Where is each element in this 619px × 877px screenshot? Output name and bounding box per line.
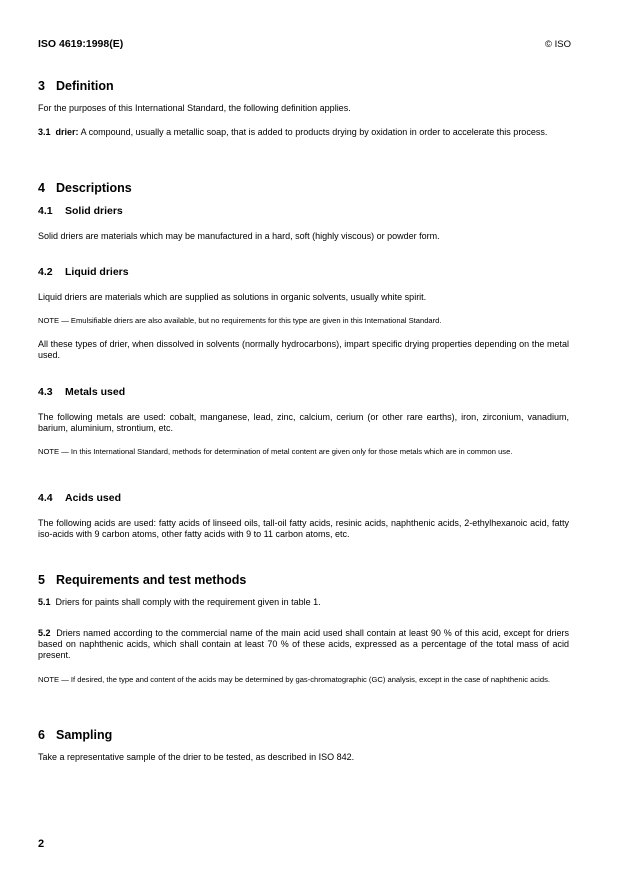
- section-number: 4: [38, 181, 45, 195]
- subsection-number: 4.3: [38, 386, 53, 398]
- section-title: Sampling: [56, 728, 113, 742]
- subsection-4-2-text: Liquid driers are materials which are supplied as solutions in organic solvents, usually white spirit.: [38, 292, 427, 302]
- subsection-title: Metals used: [65, 386, 126, 398]
- clause-5-1: [38, 597, 569, 608]
- note-4-3: NOTE — In this International Standard, methods for determination of metal content are given only for those metals which are in common use.: [38, 447, 513, 456]
- subsection-title: Liquid driers: [65, 266, 129, 278]
- note-4-2: NOTE — Emulsifiable driers are also available, but no requirements for this type are given in this International Standard.: [38, 316, 442, 325]
- subsection-number: 4.1: [38, 205, 53, 217]
- section-number: 3: [38, 79, 45, 93]
- section-6-heading: [38, 728, 112, 742]
- subsection-4-1-heading: [38, 205, 123, 217]
- subsection-4-4-text: The following acids are used: fatty acids of linseed oils, tall-oil fatty acids, resinic acids, naphthenic acids, 2-ethylhexanoic acid, fatty iso-acids with 9 carbon atoms, other fatty acids with 9 to 11 carbon atoms, etc.: [38, 518, 569, 539]
- subsection-4-1-text: Solid driers are materials which may be manufactured in a hard, soft (highly viscous) or powder form.: [38, 231, 440, 241]
- copyright-notice: © ISO: [544, 39, 571, 50]
- definition-text: A compound, usually a metallic soap, that is added to products drying by oxidation in order to accelerate this process.: [80, 127, 548, 137]
- section-title: Requirements and test methods: [56, 573, 247, 587]
- defined-term: drier:: [55, 127, 79, 137]
- clause-5-2: [38, 628, 569, 661]
- section-title: Descriptions: [56, 181, 132, 195]
- document-id: ISO 4619:1998(E): [38, 38, 124, 50]
- section-5-heading: [38, 573, 246, 587]
- subsection-4-4-heading: [38, 492, 121, 504]
- page-number: 2: [38, 838, 45, 850]
- clause-text: Driers for paints shall comply with the requirement given in table 1.: [55, 597, 321, 607]
- subsection-number: 4.2: [38, 266, 53, 278]
- clause-number: 3.1: [38, 127, 51, 137]
- definition-3-1: [38, 127, 569, 138]
- clause-number: 5.1: [38, 597, 51, 607]
- subsection-4-2-heading: [38, 266, 129, 278]
- subsection-title: Acids used: [65, 492, 122, 504]
- section-3-heading: [38, 79, 114, 93]
- subsection-4-3-heading: [38, 386, 125, 398]
- subsection-4-3-text: The following metals are used: cobalt, manganese, lead, zinc, calcium, cerium (or other rare earths), iron, zirconium, vanadium, barium, aluminium, strontium, etc.: [38, 412, 569, 433]
- subsection-title: Solid driers: [65, 205, 123, 217]
- section-3-intro: For the purposes of this International Standard, the following definition applies.: [38, 103, 351, 113]
- clause-text: Driers named according to the commercial name of the main acid used shall contain at least 90 % of this acid, except for driers based on naphthenic acids, which shall contain at least 70 % of these acids, expressed as a percentage of the total mass of acid present.: [38, 628, 569, 660]
- subsection-4-2-text-2: All these types of drier, when dissolved in solvents (normally hydrocarbons), impart specific drying properties depending on the metal used.: [38, 339, 569, 360]
- section-4-heading: [38, 181, 132, 195]
- section-number: 5: [38, 573, 45, 587]
- note-5-2: NOTE — If desired, the type and content of the acids may be determined by gas-chromatographic (GC) analysis, except in the case of naphthenic acids.: [38, 675, 550, 684]
- clause-number: 5.2: [38, 628, 51, 638]
- section-number: 6: [38, 728, 45, 742]
- section-6-text: Take a representative sample of the drier to be tested, as described in ISO 842.: [38, 752, 355, 762]
- subsection-number: 4.4: [38, 492, 53, 504]
- section-title: Definition: [56, 79, 114, 93]
